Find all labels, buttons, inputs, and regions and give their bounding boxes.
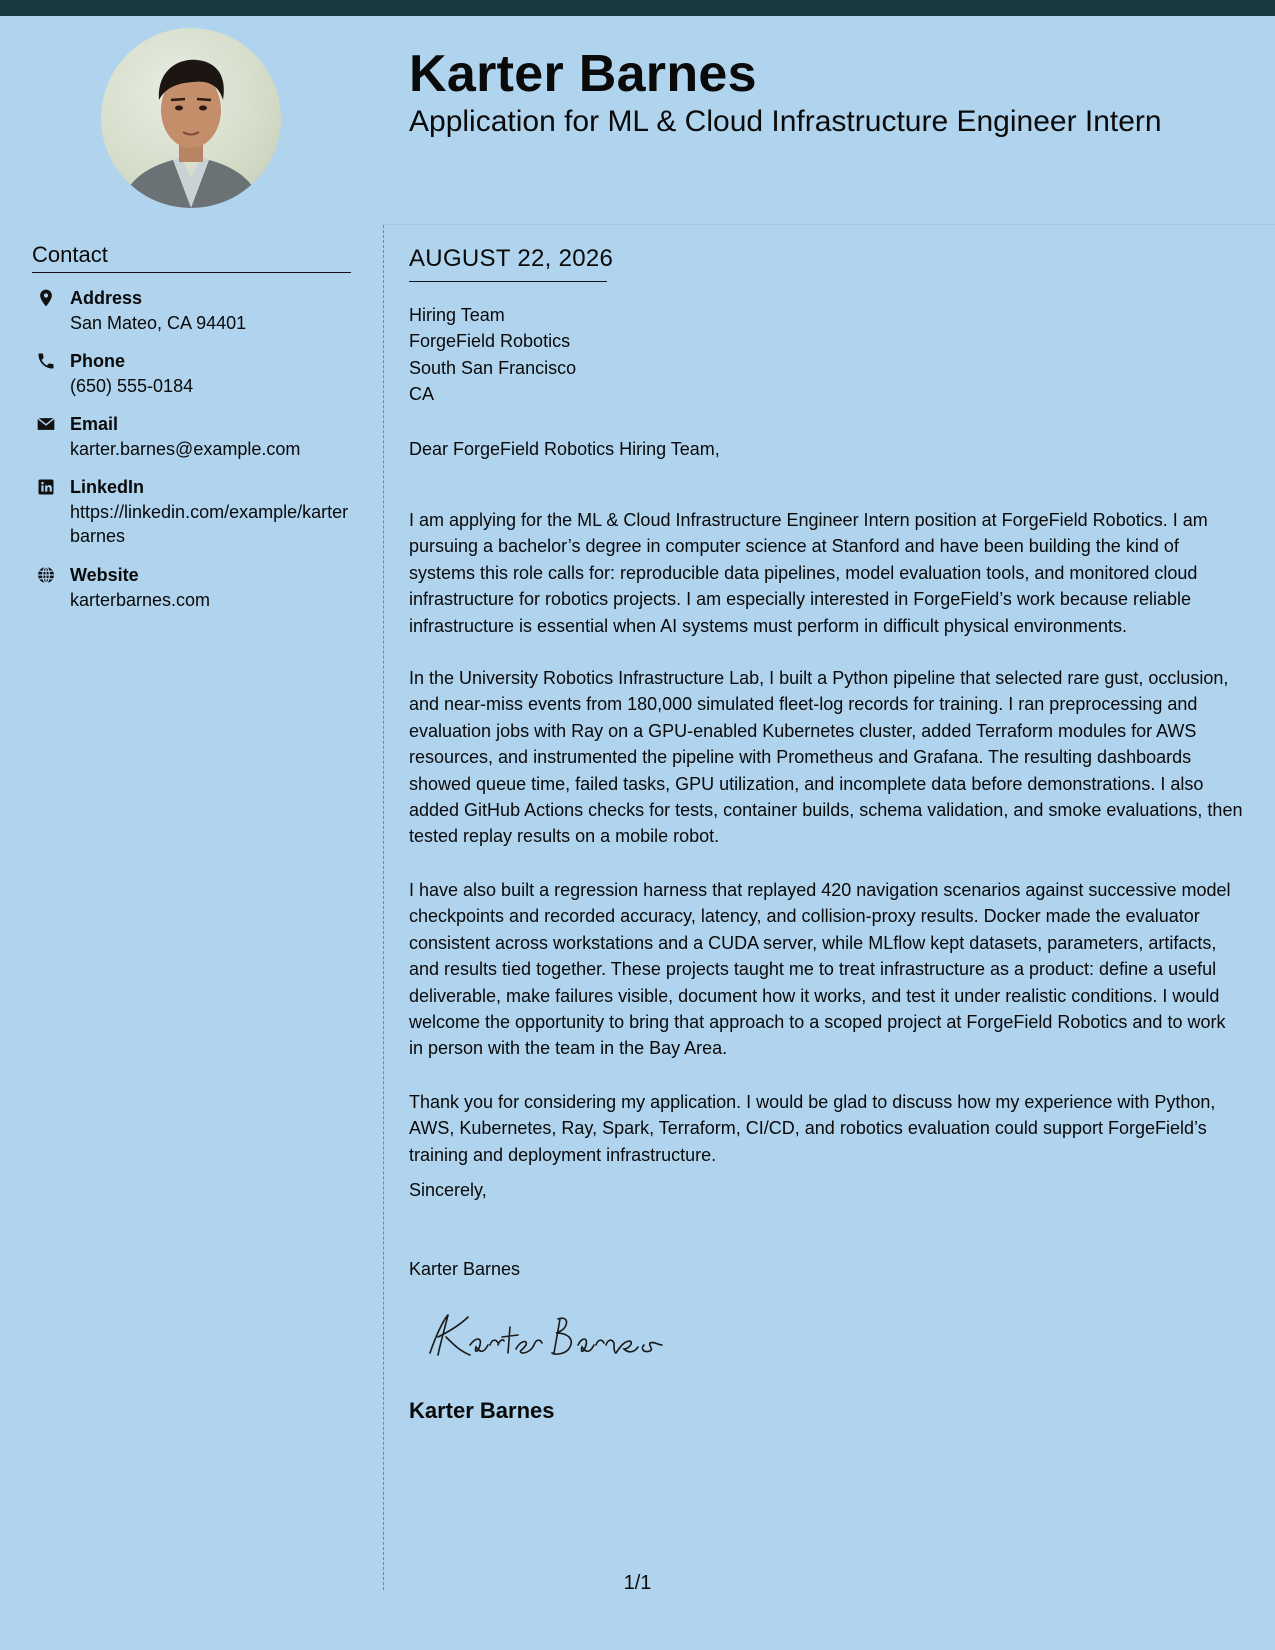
- contact-value: (650) 555-0184: [70, 376, 194, 396]
- closing: Sincerely,: [409, 1180, 487, 1200]
- top-bar: [0, 0, 1275, 16]
- contact-label: LinkedIn: [70, 477, 145, 497]
- phone-icon: [36, 351, 56, 371]
- signer-name-bold: Karter Barnes: [409, 1398, 555, 1423]
- handwritten-signature: [418, 1305, 678, 1365]
- linkedin-icon: [36, 477, 56, 497]
- recipient-address: [409, 302, 1244, 408]
- contact-label: Address: [70, 288, 143, 308]
- recipient-line: Hiring Team: [409, 305, 505, 325]
- contact-divider: [32, 272, 351, 273]
- contact-label: Email: [70, 414, 119, 434]
- contact-value[interactable]: https://linkedin.com/example/karterbarnes: [70, 502, 349, 546]
- contact-heading: Contact: [32, 242, 108, 267]
- profile-photo: [101, 28, 281, 208]
- header-divider: [383, 224, 1275, 225]
- recipient-line: ForgeField Robotics: [409, 331, 571, 352]
- recipient-line: South San Francisco: [409, 357, 577, 378]
- globe-icon: [36, 565, 56, 585]
- date-underline: [409, 281, 607, 282]
- application-subtitle: Application for ML & Cloud Infrastructure Engineer Intern: [409, 105, 1162, 138]
- salutation: Dear ForgeField Robotics Hiring Team,: [409, 439, 720, 459]
- body-paragraph: In the University Robotics Infrastructure Lab, I built a Python pipeline that selected rare gust, occlusion, and near-miss events from 180,000 simulated fleet-log records for training. I ran preprocessing and evaluation jobs with Ray on a GPU-enabled Kubernetes cluster, added Terraform modules for AWS resources, and instrumented the pipeline with Prometheus and Grafana. The resulting dashboards showed queue time, failed tasks, GPU utilization, and incomplete data before demonstrations. I also added GitHub Actions checks for tests, container builds, schema validation, and smoke evaluations, then tested replay results on a mobile robot.: [409, 668, 1243, 847]
- recipient-line: CA: [409, 384, 435, 405]
- contact-label: Website: [70, 565, 139, 585]
- body-paragraph: I have also built a regression harness that replayed 420 navigation scenarios against successive model checkpoints and recorded accuracy, latency, and collision-proxy results. Docker made the evaluator consistent across workstations and a CUDA server, while MLflow kept datasets, parameters, artifacts, and results tied together. These projects taught me to treat infrastructure as a product: define a useful deliverable, make failures visible, document how it works, and test it under realistic conditions. I would welcome the opportunity to bring that approach to a scoped project at ForgeField Robotics and to work in person with the team in the Bay Area.: [409, 880, 1231, 1059]
- letter-date: AUGUST 22, 2026: [409, 245, 614, 272]
- body-paragraph: Thank you for considering my application. I would be glad to discuss how my experience with Python, AWS, Kubernetes, Ray, Spark, Terraform, CI/CD, and robotics evaluation could support ForgeField’s training and deployment infrastructure.: [409, 1092, 1216, 1165]
- contact-label: Phone: [70, 351, 126, 371]
- page-number: 1/1: [623, 1572, 652, 1594]
- signer-name: Karter Barnes: [409, 1259, 521, 1279]
- contact-value: San Mateo, CA 94401: [70, 313, 247, 333]
- map-pin-icon: [36, 288, 56, 308]
- column-divider: [383, 225, 384, 1590]
- contact-value: karter.barnes@example.com: [70, 439, 301, 459]
- contact-value[interactable]: karterbarnes.com: [70, 590, 211, 610]
- envelope-icon: [36, 414, 56, 434]
- applicant-name: Karter Barnes: [409, 45, 757, 103]
- body-paragraph: I am applying for the ML & Cloud Infrastructure Engineer Intern position at ForgeField Robotics. I am pursuing a bachelor’s degree in computer science at Stanford and have been building the kind of systems this role calls for: reproducible data pipelines, model evaluation tools, and monitored cloud infrastructure for robotics projects. I am especially interested in ForgeField’s work because reliable infrastructure is essential when AI systems must perform in difficult physical environments.: [409, 510, 1208, 636]
